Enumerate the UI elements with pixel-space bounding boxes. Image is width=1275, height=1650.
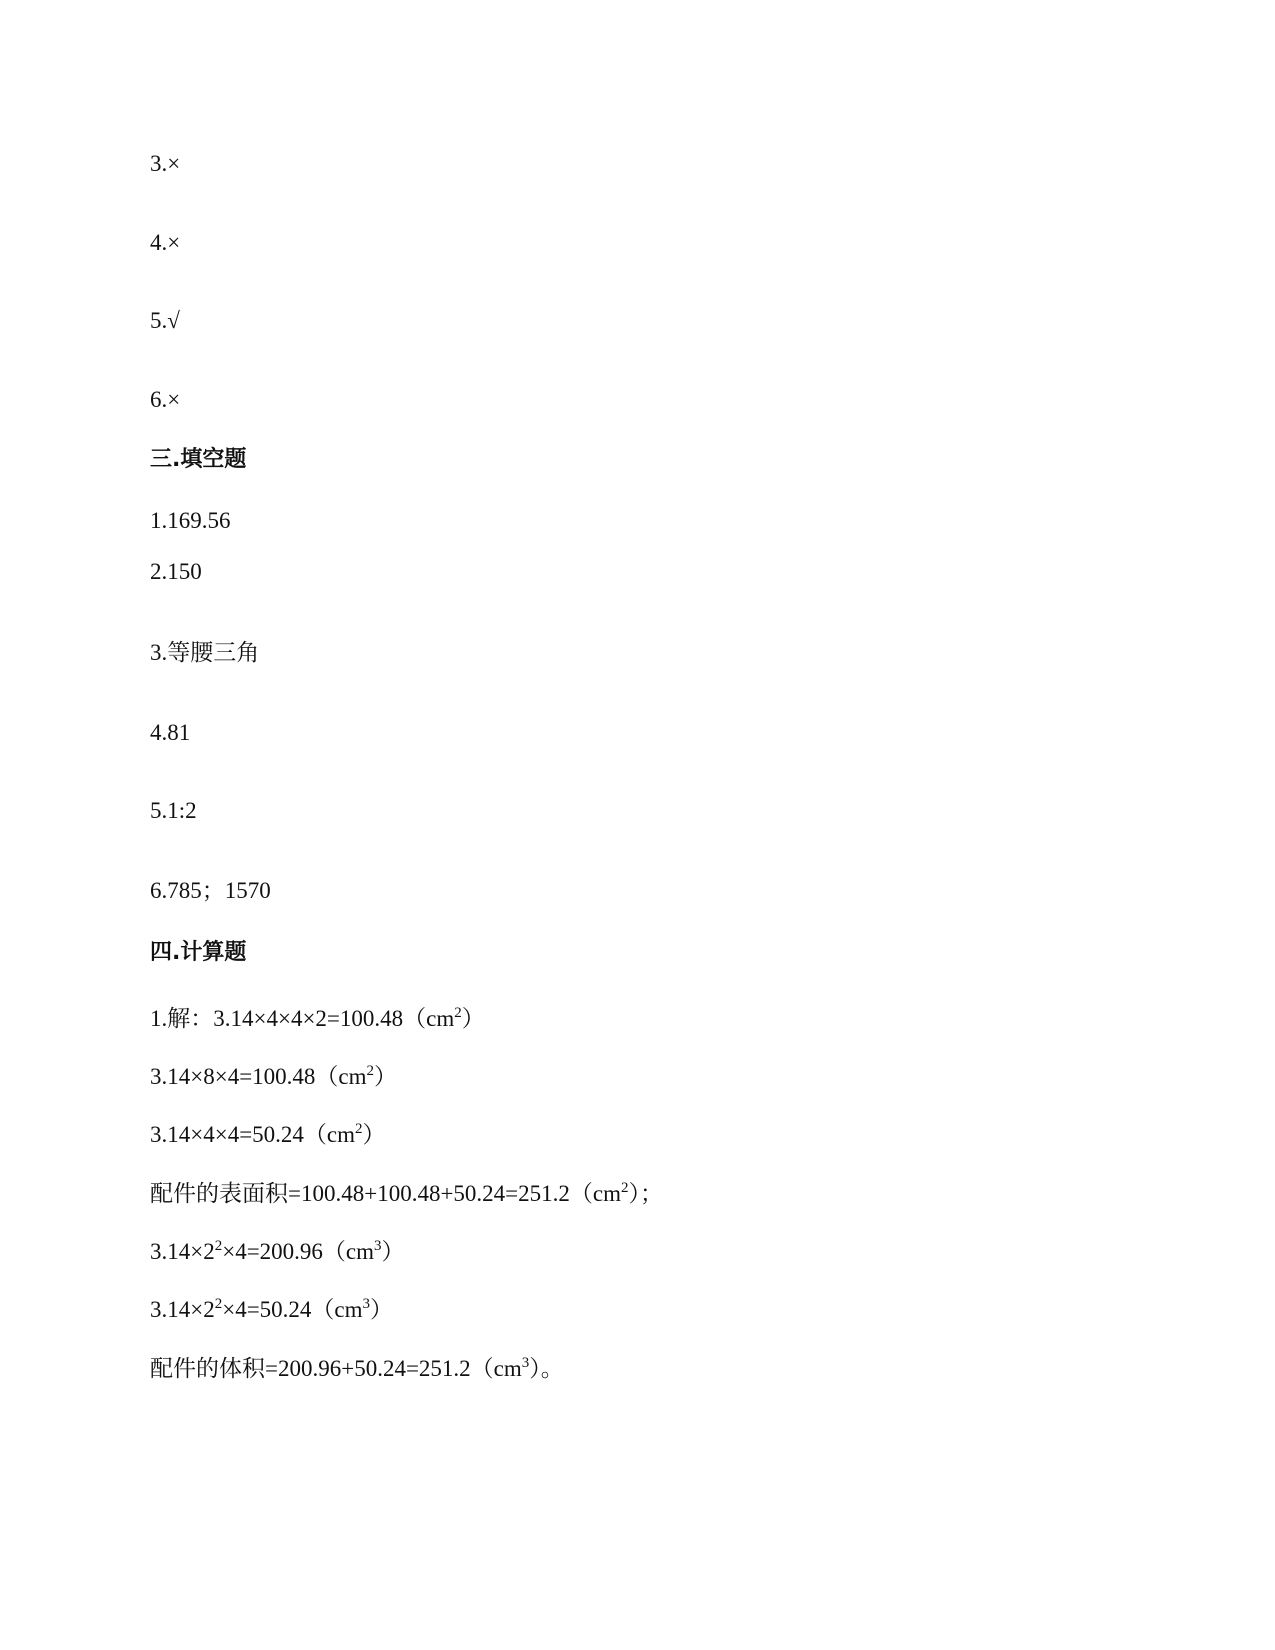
calc-line-6-tail: ） [370,1297,394,1322]
calc-line-5-text: 3.14×2 [150,1239,215,1264]
calc-line-3-tail: ） [362,1122,386,1147]
calc-line-5-tail: ） [381,1239,405,1264]
exponent: 2 [214,1296,223,1312]
exponent: 3 [362,1296,371,1312]
exponent: 2 [214,1238,223,1254]
calc-line-1-text: 1.解：3.14×4×4×2=100.48（cm [150,1006,455,1031]
judge-answer-5: 5.√ [150,308,180,333]
judge-answer-3: 3.× [150,151,181,176]
judge-answer-4: 4.× [150,230,181,255]
fill-answer-4: 4.81 [150,720,191,745]
calc-line-6-mid: ×4=50.24（cm [222,1297,363,1322]
exponent: 2 [355,1121,363,1137]
exponent: 2 [620,1180,629,1196]
calc-surface-area-line [150,1180,663,1211]
exponent: 3 [521,1355,530,1371]
fill-section-heading: 三.填空题 [150,447,247,472]
fill-answer-6: 6.785；1570 [150,878,271,903]
calc-line-5-mid: ×4=200.96（cm [222,1239,375,1264]
calc-line-5 [150,1238,405,1269]
calc-line-3-text: 3.14×4×4=50.24（cm [150,1122,356,1147]
calc-line-6 [150,1296,393,1327]
exponent: 2 [454,1005,462,1021]
calc-section-heading: 四.计算题 [150,940,247,965]
calc-line-3 [150,1121,386,1152]
calc-line-4-text: 配件的表面积=100.48+100.48+50.24=251.2（cm [150,1181,621,1206]
exponent: 3 [374,1238,382,1254]
calc-volume-line [150,1355,564,1386]
calc-line-4-tail: ）； [628,1181,663,1206]
calc-line-1-tail: ） [461,1006,485,1031]
fill-answer-1: 1.169.56 [150,508,231,533]
calc-line-2-text: 3.14×8×4=100.48（cm [150,1064,367,1089]
calc-line-1 [150,1005,485,1036]
calc-line-2-tail: ） [374,1064,398,1089]
calc-line-2 [150,1063,397,1094]
calc-line-7-text: 配件的体积=200.96+50.24=251.2（cm [150,1356,522,1381]
calc-line-6-text: 3.14×2 [150,1297,215,1322]
calc-line-7-tail: ）。 [529,1356,564,1381]
fill-answer-5: 5.1:2 [150,798,197,823]
judge-answer-6: 6.× [150,387,181,412]
exponent: 2 [366,1063,375,1079]
fill-answer-2: 2.150 [150,559,202,584]
fill-answer-3: 3.等腰三角 [150,640,260,665]
